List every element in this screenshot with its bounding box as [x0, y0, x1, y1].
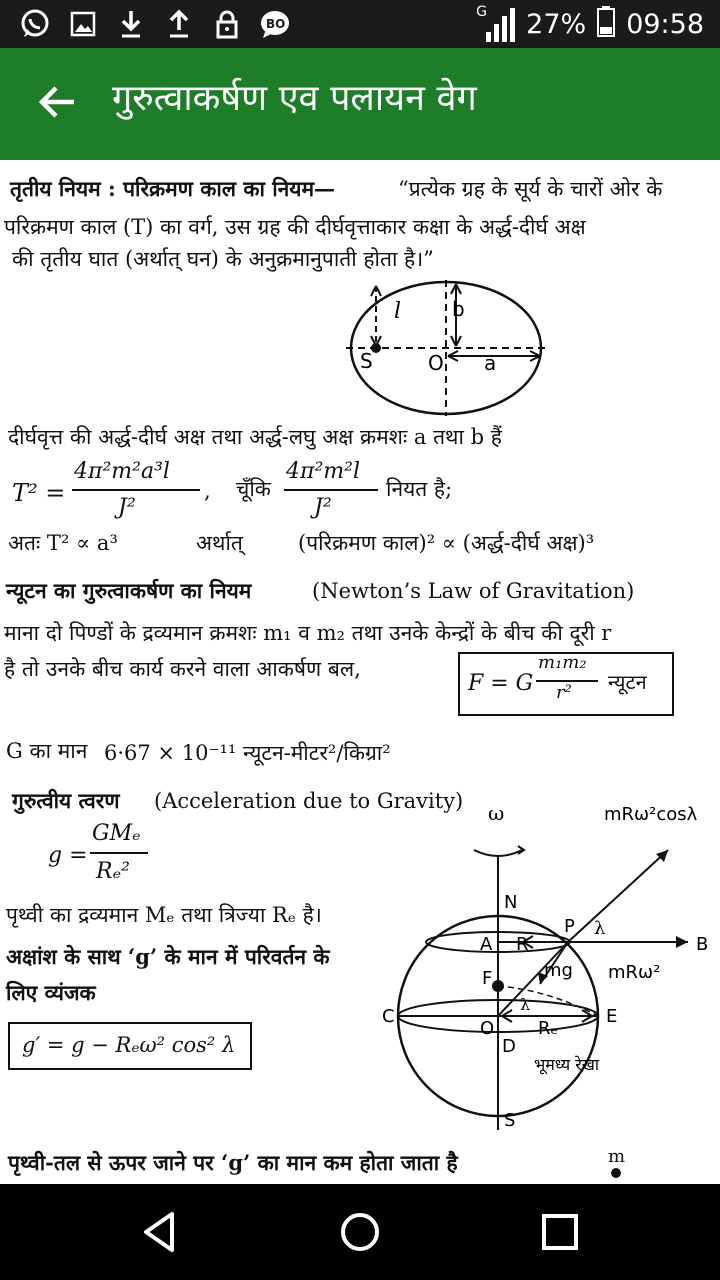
app-bar: [0, 48, 720, 160]
document-page: [0, 160, 720, 1180]
fraction-bar-2: [284, 489, 378, 491]
label-s: S: [504, 1110, 516, 1131]
lock-icon: [210, 8, 244, 40]
latitude-formula-box: [8, 1022, 252, 1070]
status-bar: [0, 0, 720, 48]
latitude-heading-2: लिए व्यंजक: [6, 980, 96, 1005]
latitude-formula: g′ = g − Rₑω² cos² λ: [22, 1033, 236, 1057]
third-law-text-2: परिक्रमण काल (T) का वर्ग, उस ग्रह की दीर्घवृत्ताकार कक्षा के अर्द्ध-दीर्घ अक्ष: [4, 215, 586, 239]
battery-percent: 27%: [526, 8, 587, 40]
label-equator: भूमध्य रेखा: [534, 1055, 599, 1074]
label-d: D: [502, 1036, 516, 1057]
newton-heading-hi: न्यूटन का गुरुत्वाकर्षण का नियम: [6, 578, 252, 603]
latitude-heading-1: अक्षांश के साथ ‘g’ के मान में परिवर्तन के: [6, 944, 330, 969]
fraction-bar: [72, 489, 200, 491]
ellipse-label-a: a: [484, 351, 497, 375]
navigation-bar: [0, 1184, 720, 1280]
axes-line: दीर्घवृत्त की अर्द्ध-दीर्घ अक्ष तथा अर्द्ध-लघु अक्ष क्रमशः a तथा b हैं: [8, 425, 502, 449]
formula-1-lhs: T² =: [12, 479, 66, 507]
ellipse-label-l: l: [394, 299, 402, 324]
acceleration-heading-hi: गुरुत्वीय त्वरण: [12, 788, 120, 813]
page-title: गुरुत्वाकर्षण एव पलायन वेग: [112, 78, 477, 119]
height-line: पृथ्वी-तल से ऊपर जाने पर ‘g’ का मान कम होता जाता है: [8, 1150, 458, 1175]
label-f: F: [482, 968, 493, 989]
earth-line: पृथ्वी का द्रव्यमान Mₑ तथा त्रिज्या Rₑ है।: [6, 903, 322, 927]
newton-text-2: है तो उनके बीच कार्य करने वाला आकर्षण बल,: [4, 657, 361, 681]
ellipse-label-o: O: [428, 351, 444, 375]
back-triangle-icon[interactable]: [134, 1206, 186, 1258]
comma: ,: [204, 479, 211, 503]
formula-1-numerator-2: 4π²m²l: [286, 459, 360, 484]
signal-icon: [476, 4, 516, 44]
force-formula-box: [458, 652, 674, 716]
network-type: G: [476, 4, 488, 20]
third-law-text-1: “प्रत्येक ग्रह के सूर्य के चारों ओर के: [398, 177, 663, 201]
label-side-force: mRω²: [608, 962, 661, 983]
force-denominator: r²: [556, 682, 572, 703]
newton-heading-en: (Newton’s Law of Gravitation): [312, 579, 635, 603]
label-lambda-o: λ: [520, 995, 531, 1014]
label-e: E: [606, 1006, 618, 1027]
formula-1-denominator: J²: [118, 495, 136, 520]
whatsapp-icon: [18, 8, 52, 40]
label-c: C: [382, 1006, 395, 1027]
earth-sphere-diagram: [378, 800, 720, 1140]
force-lhs: F = G: [468, 671, 534, 696]
g-formula-numerator: GMₑ: [92, 821, 141, 846]
g-formula-lhs: g =: [48, 843, 88, 868]
force-numerator: m₁m₂: [538, 652, 587, 673]
back-arrow-icon[interactable]: [34, 78, 82, 126]
mass-label: m: [608, 1146, 626, 1167]
acceleration-heading-en: (Acceleration due to Gravity): [154, 789, 464, 813]
g-formula-denominator: Rₑ²: [96, 859, 130, 884]
download-icon: [114, 8, 148, 40]
hence-line-a: अतः T² ∝ a³: [8, 531, 118, 555]
label-r: R: [516, 934, 529, 955]
mass-dot: [611, 1168, 621, 1178]
hence-line-c: (परिक्रमण काल)² ∝ (अर्द्ध-दीर्घ अक्ष)³: [298, 531, 595, 555]
home-circle-icon[interactable]: [334, 1206, 386, 1258]
ellipse-label-s: S: [360, 349, 373, 373]
third-law-label: तृतीय नियम : परिक्रमण काल का नियम—: [10, 176, 336, 201]
clock: 09:58: [626, 8, 704, 40]
battery-icon: [596, 5, 616, 44]
recents-square-icon[interactable]: [534, 1206, 586, 1258]
image-icon: [66, 8, 100, 40]
g-fraction-bar: [90, 852, 148, 854]
g-value-label: G का मान: [6, 739, 88, 763]
formula-1-numerator: 4π²m²a³l: [74, 459, 170, 484]
label-b: B: [696, 934, 709, 955]
label-o: O: [480, 1018, 495, 1039]
g-value: 6·67 × 10⁻¹¹ न्यूटन-मीटर²/किग्रा²: [104, 741, 391, 765]
constant-label: नियत है;: [386, 477, 453, 501]
label-omega: ω: [488, 801, 505, 825]
label-p: P: [564, 916, 575, 937]
label-top-force: mRω²cosλ: [604, 804, 698, 825]
label-re: Rₑ: [538, 1018, 559, 1039]
hence-line-b: अर्थात्: [196, 531, 243, 555]
ellipse-orbit-diagram: [336, 270, 556, 420]
third-law-text-3: की तृतीय घात (अर्थात् घन) के अनुक्रमानुपाती होता है।”: [12, 247, 434, 271]
label-lambda-p: λ: [594, 918, 606, 939]
since-label: चूँकि: [236, 477, 271, 501]
label-n: N: [504, 892, 518, 913]
label-mg: mg: [544, 960, 573, 981]
upload-icon: [162, 8, 196, 40]
ellipse-label-b: b: [452, 297, 465, 321]
svg-text:BO: BO: [266, 17, 286, 31]
label-a: A: [480, 934, 493, 955]
newton-text-1: माना दो पिण्डों के द्रव्यमान क्रमशः m₁ व m₂ तथा उनके केन्द्रों के बीच की दूरी r: [4, 621, 612, 645]
chat-bubble-icon: [258, 8, 292, 40]
force-unit: न्यूटन: [608, 670, 647, 694]
formula-1-denominator-2: J²: [314, 495, 332, 520]
